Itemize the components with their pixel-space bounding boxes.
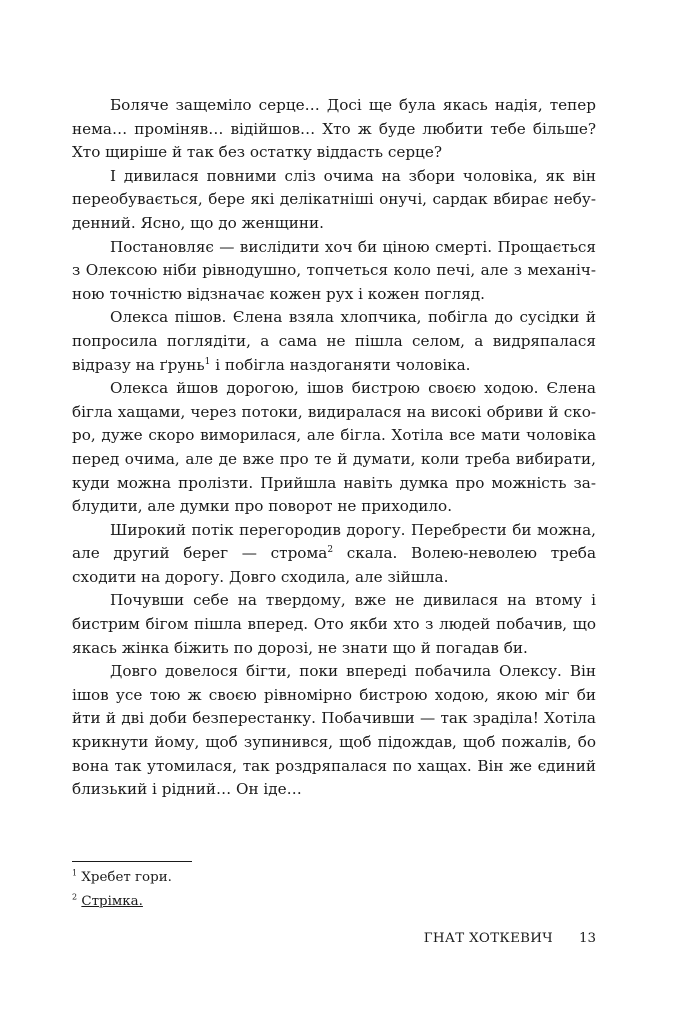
paragraph-4-text: Олекса пішов. Єлена взяла хлопчика, побігла до сусідки й попросила поглядіти, а сама не пішла селом, а видряпалася відразу на ґрунь — [72, 308, 596, 374]
author-name: ГНАТ ХОТКЕВИЧ — [423, 931, 553, 946]
body-text — [72, 94, 596, 802]
paragraph-1: Боляче защеміло серце… Досі ще була якась надія, тепер нема… проміняв… відійшов… Хто ж буде любити тебе більше? Хто щиріше й так без остатку віддасть серце? — [72, 96, 596, 162]
page-number: 13 — [578, 931, 596, 946]
paragraph-7: Почувши себе на твердому, вже не дивилася на втому і бистрим бігом пішла вперед. Ото якби хто з людей побачив, що якась жінка біжить по дорозі, не знати що й погадав би. — [72, 591, 596, 657]
paragraph-6-tail: скала. Волею-неволею треба сходити на дорогу. Довго сходила, але зійшла. — [72, 544, 597, 586]
footnote-2 — [72, 890, 596, 914]
paragraph-5: Олекса йшов дорогою, ішов бистрою своєю ходою. Єлена бігла хащами, через потоки, видиралася на високі обриви й скоро, дуже скоро виморилася, але бігла. Хотіла все мати чоловіка перед очима, але де вже про те й думати, коли треба вибирати, куди можна пролізти. Прийшла навіть думка про можність заблудити, але думки про поворот не приходило. — [72, 379, 596, 516]
paragraph-4 — [72, 306, 596, 377]
footnote-mark-1: 1 — [72, 868, 78, 878]
paragraph-4-tail: і побігла наздоганяти чоловіка. — [210, 355, 471, 374]
running-footer — [72, 930, 596, 948]
paragraph-3: Постановляє — вислідити хоч би ціною смерті. Прощається з Олексою ніби рівнодушно, топчеться коло печі, але з механічною точністю відзначає кожен рух і кожен погляд. — [72, 237, 596, 303]
paragraph-2: І дивилася повними сліз очима на збори чоловіка, як він переобувається, бере які делікатніші онучі, сардак вбирає небуденний. Ясно, що до женщини. — [72, 166, 596, 232]
paragraph-8: Довго довелося бігти, поки впереді побачила Олексу. Він ішов усе тою ж своєю рівномірно бистрою ходою, якою міг би йти й дві доби безперестанку. Побачивши — так зраділа! Хотіла крикнути йому, щоб зупинився, щоб підождав, щоб пожалів, бо вона так утомилася, так роздряпалася по хащах. Він же єдиний близький і рідний… Он іде… — [72, 662, 596, 799]
footnote-text-2: Стрімка. — [81, 894, 143, 909]
footnote-ref-2[interactable]: 2 — [327, 545, 334, 556]
footnote-divider — [72, 861, 192, 862]
footnote-mark-2: 2 — [72, 892, 78, 902]
footnote-1 — [72, 866, 596, 890]
footnote-text-1: Хребет гори. — [81, 870, 172, 885]
footnotes — [72, 866, 596, 914]
paragraph-6-text: Широкий потік перегородив дорогу. Перебрести би можна, але другий берег — строма — [72, 520, 596, 563]
paragraph-6 — [72, 519, 596, 590]
footnote-ref-1[interactable]: 1 — [204, 356, 211, 367]
